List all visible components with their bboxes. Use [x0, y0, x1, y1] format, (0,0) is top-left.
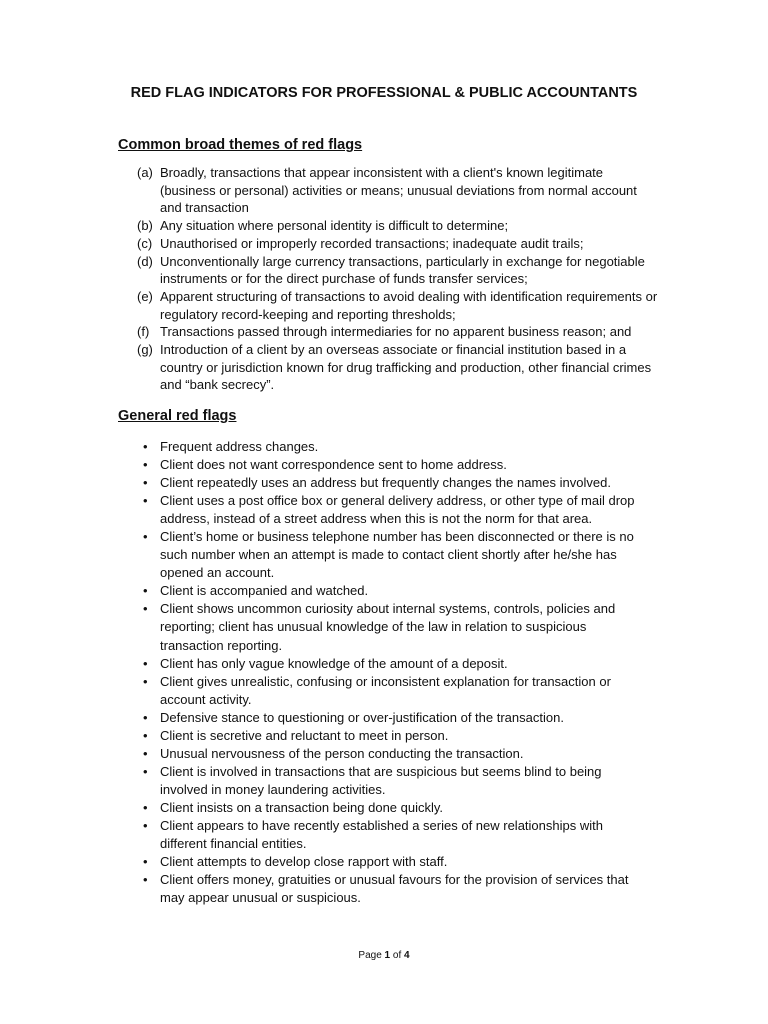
list-item-text: Defensive stance to questioning or over-justification of the transaction.	[160, 709, 564, 725]
list-item	[118, 745, 638, 763]
list-item-text: Any situation where personal identity is difficult to determine;	[160, 218, 509, 234]
bullet-marker: •	[143, 799, 148, 815]
bullet-marker: •	[143, 854, 148, 870]
list-item	[118, 673, 638, 709]
list-item-letter: (f)	[137, 324, 150, 340]
list-item	[118, 817, 638, 853]
list-item-text: Client uses a post office box or general delivery address, or other type of mail drop address, instead of a street address when this is not the norm for that area.	[160, 493, 635, 527]
current-page-number: 1	[384, 950, 391, 961]
list-item	[118, 253, 658, 288]
list-item	[118, 582, 638, 600]
general-red-flags-list	[118, 438, 638, 907]
bullet-marker: •	[143, 655, 148, 671]
list-item	[118, 492, 638, 528]
list-item-text: Apparent structuring of transactions to avoid dealing with identification requirements or regulatory record-keeping and reporting thresholds;	[160, 288, 658, 322]
bullet-marker: •	[143, 439, 148, 454]
list-item	[118, 600, 638, 654]
list-item	[118, 235, 658, 253]
bullet-marker: •	[143, 727, 148, 743]
list-item-letter: (g)	[137, 342, 153, 358]
list-item	[118, 217, 658, 235]
list-item	[118, 709, 638, 727]
page-footer	[0, 950, 768, 961]
list-item-text: Client is involved in transactions that are suspicious but seems blind to being involved in money laundering activities.	[160, 763, 602, 797]
bullet-marker: •	[143, 817, 148, 833]
of-label: of	[392, 950, 402, 961]
list-item-text: Broadly, transactions that appear inconsistent with a client's known legitimate (business or personal) activities or means; unusual deviations from normal account and transaction	[160, 165, 637, 216]
bullet-marker: •	[143, 673, 148, 689]
list-item-text: Transactions passed through intermediaries for no apparent business reason; and	[160, 324, 632, 340]
list-item-letter: (e)	[137, 288, 153, 304]
list-item	[118, 164, 658, 217]
list-item-letter: (a)	[137, 165, 153, 180]
list-item	[118, 871, 638, 907]
bullet-marker: •	[143, 745, 148, 761]
list-item-text: Unauthorised or improperly recorded transactions; inadequate audit trails;	[160, 235, 584, 251]
bullet-marker: •	[143, 709, 148, 725]
list-item	[118, 727, 638, 745]
list-item	[118, 528, 638, 582]
list-item-text: Client is accompanied and watched.	[160, 583, 369, 599]
document-title: RED FLAG INDICATORS FOR PROFESSIONAL & PUBLIC ACCOUNTANTS	[130, 85, 638, 101]
list-item	[118, 438, 638, 456]
list-item	[118, 763, 638, 799]
list-item-text: Unusual nervousness of the person conducting the transaction.	[160, 745, 524, 761]
list-item	[118, 799, 638, 817]
list-item-letter: (c)	[137, 235, 153, 251]
bullet-marker: •	[143, 457, 148, 473]
bullet-marker: •	[143, 872, 148, 888]
bullet-marker: •	[143, 475, 148, 491]
bullet-marker: •	[143, 601, 148, 617]
list-item-text: Introduction of a client by an overseas associate or financial institution based in a country or jurisdiction known for drug trafficking and production, other financial crimes and “bank secrecy”.	[160, 342, 652, 393]
list-item-letter: (d)	[137, 253, 153, 269]
total-pages-number: 4	[404, 950, 410, 961]
list-item	[118, 474, 638, 492]
page-label: Page	[358, 950, 382, 961]
list-item-text: Client is secretive and reluctant to meet in person.	[160, 727, 449, 743]
list-item	[118, 853, 638, 871]
bullet-marker: •	[143, 583, 148, 599]
list-item	[118, 288, 658, 323]
list-item-text: Client appears to have recently established a series of new relationships with different financial entities.	[160, 817, 603, 852]
list-item-text: Client’s home or business telephone number has been disconnected or there is no such number when an attempt is made to contact client shortly after he/she has opened an account.	[160, 529, 634, 581]
list-item-text: Client repeatedly uses an address but frequently changes the names involved.	[160, 475, 611, 491]
list-item-text: Client has only vague knowledge of the amount of a deposit.	[160, 655, 508, 671]
section-heading-common-themes: Common broad themes of red flags	[118, 137, 363, 153]
list-item-text: Client attempts to develop close rapport with staff.	[160, 854, 448, 870]
bullet-marker: •	[143, 529, 148, 545]
common-themes-list	[118, 164, 658, 394]
list-item-text: Client shows uncommon curiosity about internal systems, controls, policies and reporting; client has unusual knowledge of the law in relation to suspicious transaction reporting.	[160, 601, 616, 653]
list-item-text: Client does not want correspondence sent to home address.	[160, 457, 507, 473]
list-item-letter: (b)	[137, 218, 153, 234]
list-item-text: Client insists on a transaction being done quickly.	[160, 799, 444, 815]
list-item	[118, 323, 658, 341]
list-item	[118, 655, 638, 673]
list-item-text: Unconventionally large currency transactions, particularly in exchange for negotiable instruments or for the direct purchase of funds transfer services;	[160, 253, 645, 287]
bullet-marker: •	[143, 763, 148, 779]
list-item	[118, 341, 658, 394]
list-item-text: Client offers money, gratuities or unusual favours for the provision of services that may appear unusual or suspicious.	[160, 872, 629, 906]
list-item	[118, 456, 638, 474]
section-heading-general-red-flags: General red flags	[118, 408, 237, 424]
bullet-marker: •	[143, 493, 148, 509]
list-item-text: Frequent address changes.	[160, 439, 319, 454]
list-item-text: Client gives unrealistic, confusing or inconsistent explanation for transaction or account activity.	[160, 673, 611, 707]
